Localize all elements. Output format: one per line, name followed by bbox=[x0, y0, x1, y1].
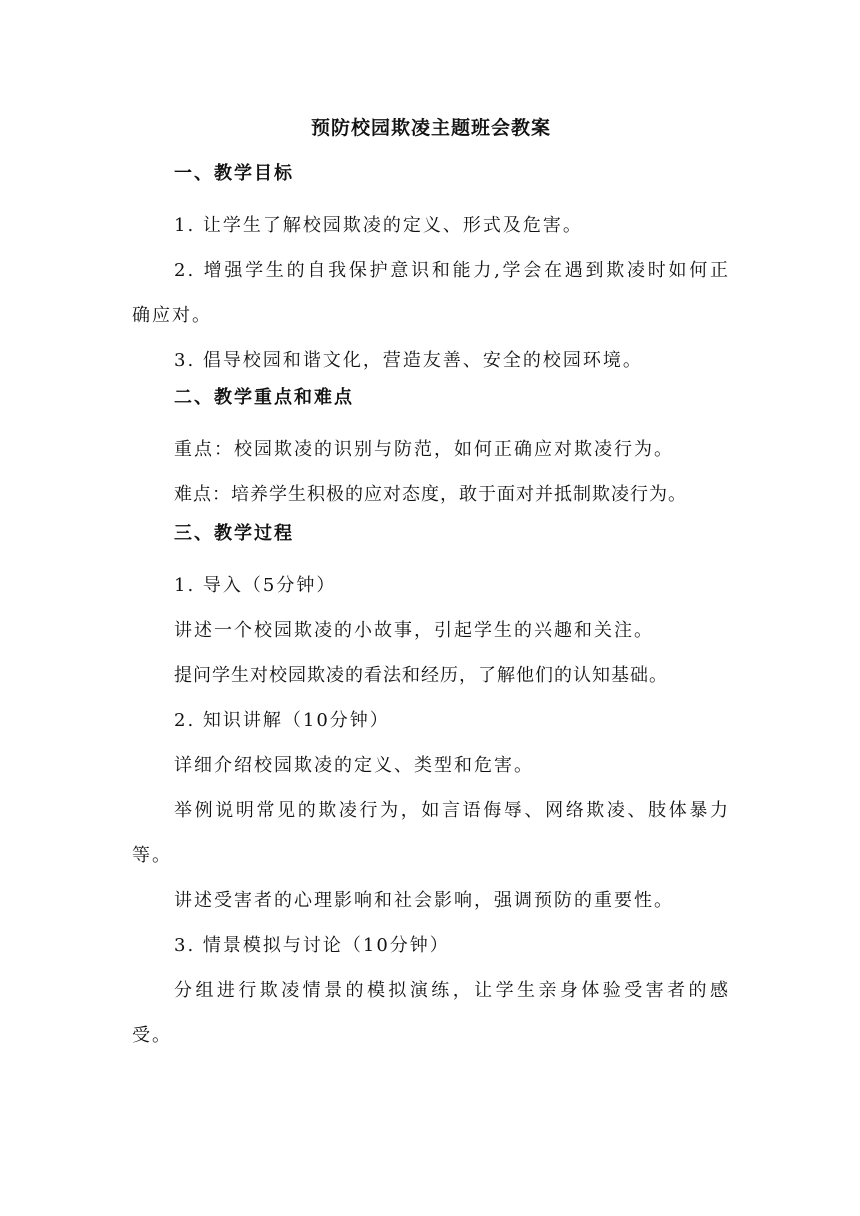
section-heading-objectives: 一、教学目标 bbox=[174, 163, 294, 184]
objective-item-2: 2. 增强学生的自我保护意识和能力,学会在遇到欺凌时如何正确应对。 bbox=[132, 260, 730, 326]
process-item: 详细介绍校园欺凌的定义、类型和危害。 bbox=[174, 755, 534, 776]
key-point-difficulty: 难点：培养学生积极的应对态度，敢于面对并抵制欺凌行为。 bbox=[174, 484, 687, 505]
section-heading-process: 三、教学过程 bbox=[174, 523, 294, 544]
process-step-3-title: 3. 情景模拟与讨论（10分钟） bbox=[174, 935, 450, 956]
document-body bbox=[132, 112, 730, 1058]
key-point-focus: 重点：校园欺凌的识别与防范，如何正确应对欺凌行为。 bbox=[174, 439, 674, 460]
process-step-2-title: 2. 知识讲解（10分钟） bbox=[174, 710, 390, 731]
process-item: 举例说明常见的欺凌行为，如言语侮辱、网络欺凌、肢体暴力等。 bbox=[132, 800, 730, 866]
objective-item-3: 3. 倡导校园和谐文化，营造友善、安全的校园环境。 bbox=[174, 350, 643, 371]
process-item: 讲述受害者的心理影响和社会影响，强调预防的重要性。 bbox=[174, 890, 674, 911]
process-item: 提问学生对校园欺凌的看法和经历，了解他们的认知基础。 bbox=[174, 665, 668, 686]
objective-item-1: 1. 让学生了解校园欺凌的定义、形式及危害。 bbox=[174, 215, 583, 236]
process-item: 讲述一个校园欺凌的小故事，引起学生的兴趣和关注。 bbox=[174, 620, 654, 641]
section-heading-key-points: 二、教学重点和难点 bbox=[174, 387, 354, 408]
process-step-1-title: 1. 导入（5分钟） bbox=[174, 575, 337, 596]
process-item: 分组进行欺凌情景的模拟演练，让学生亲身体验受害者的感受。 bbox=[132, 980, 730, 1046]
document-title: 预防校园欺凌主题班会教案 bbox=[310, 117, 551, 139]
